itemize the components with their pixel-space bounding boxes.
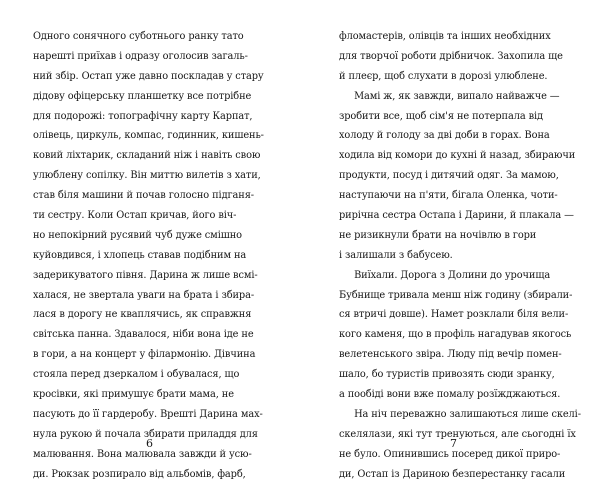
left-page	[0, 0, 300, 480]
text-line: улюблену сопілку. Він миттю вилетів з хати,	[33, 170, 261, 182]
text-line: пасують до її гардеробу. Врешті Дарина мах-	[33, 408, 263, 420]
page-number: 7	[450, 437, 457, 450]
text-line: ний збір. Остап уже давно поскладав у стару	[33, 70, 264, 82]
text-line: нула рукою й почала збирати приладдя для	[33, 428, 258, 440]
text-line: ся втричі довше). Намет розклали біля вели-	[339, 309, 569, 321]
text-line: задерикуватого півня. Дарина ж лише всмі-	[33, 269, 258, 281]
text-line: лася в дорогу не кваплячись, як справжня	[33, 309, 252, 321]
text-line: зробити все, щоб сім'я не потерпала від	[339, 110, 543, 122]
text-line: На ніч переважно залишаються лише скелі-	[339, 408, 581, 420]
text-line: а пообіді вони вже помалу розїжджаються.	[339, 389, 561, 401]
text-line: світська панна. Здавалося, ніби вона іде не	[33, 329, 254, 341]
text-line: продукти, посуд і дитячий одяг. За мамою,	[339, 170, 559, 182]
text-line: для творчої роботи дрібничок. Захопила ще	[339, 50, 563, 62]
text-line: Одного сонячного суботнього ранку тато	[33, 31, 244, 42]
text-line: ди, Остап із Дариною безперестанку гасали	[339, 468, 566, 480]
text-line: Мамі ж, як завжди, випало найважче —	[339, 90, 560, 102]
right-page-text	[339, 27, 581, 484]
text-line: кого каменя, що в профіль нагадував якогось	[339, 329, 572, 341]
text-line: холоду й голоду за дві доби в горах. Вона	[339, 130, 550, 142]
text-line: ди. Рюкзак розпирало від альбомів, фарб,	[33, 468, 246, 480]
text-line: ходила від комори до кухні й назад, збираючи	[339, 150, 576, 162]
text-line: не ризикнули брати на ночівлю в гори	[339, 229, 537, 241]
text-line: ти сестру. Коли Остап кричав, його віч-	[33, 210, 237, 222]
text-line: ковий ліхтарик, складаний ніж і навіть свою	[33, 150, 261, 162]
text-line: стояла перед дзеркалом і обувалася, що	[33, 369, 240, 381]
page-number: 6	[146, 437, 153, 450]
text-line: фломастерів, олівців та інших необхідних	[339, 31, 551, 42]
text-line: куйовдився, і хлопець ставав подібним на	[33, 249, 247, 261]
text-line: нарешті приїхав і одразу оголосив загаль-	[33, 50, 248, 62]
text-line: і залишали з бабусею.	[339, 249, 453, 261]
text-line: шало, бо туристів привозять сюди зранку,	[339, 369, 555, 381]
right-page	[300, 0, 600, 480]
text-line: Бубнище тривала менш ніж годину (збирали-	[339, 289, 573, 301]
text-line: скелялази, які тут тренуються, але сьогодні їх	[339, 428, 576, 440]
text-line: став біля машини й почав голосно підганя-	[33, 190, 254, 202]
text-line: велетенського звіра. Люду під вечір помен-	[339, 349, 562, 361]
text-line: для подорожі: топографічну карту Карпат,	[33, 110, 253, 122]
text-line: кросівки, які примушує брати мама, не	[33, 389, 234, 401]
text-line: в гори, а на концерт у філармонію. Дівчина	[33, 349, 256, 361]
text-line: но непокірний русявий чуб дуже смішно	[33, 229, 242, 241]
text-line: наступаючи на п'яти, бігала Оленка, чоти-	[339, 190, 558, 202]
text-line: дідову офіцерську планшетку все потрібне	[33, 90, 252, 102]
left-page-text	[33, 27, 264, 484]
text-line: малювання. Вона малювала завжди й усю-	[33, 448, 252, 460]
text-line: олівець, циркуль, компас, годинник, кишень-	[33, 130, 264, 142]
text-line: халася, не звертала уваги на брата і збира-	[33, 289, 255, 301]
text-line: Виїхали. Дорога з Долини до урочища	[339, 269, 551, 281]
text-line: не було. Опинившись посеред дикої приро-	[339, 448, 561, 460]
text-line: й плеєр, щоб слухати в дорозі улюблене.	[339, 70, 548, 82]
text-line: рирічна сестра Остапа і Дарини, й плакала —	[339, 210, 574, 222]
